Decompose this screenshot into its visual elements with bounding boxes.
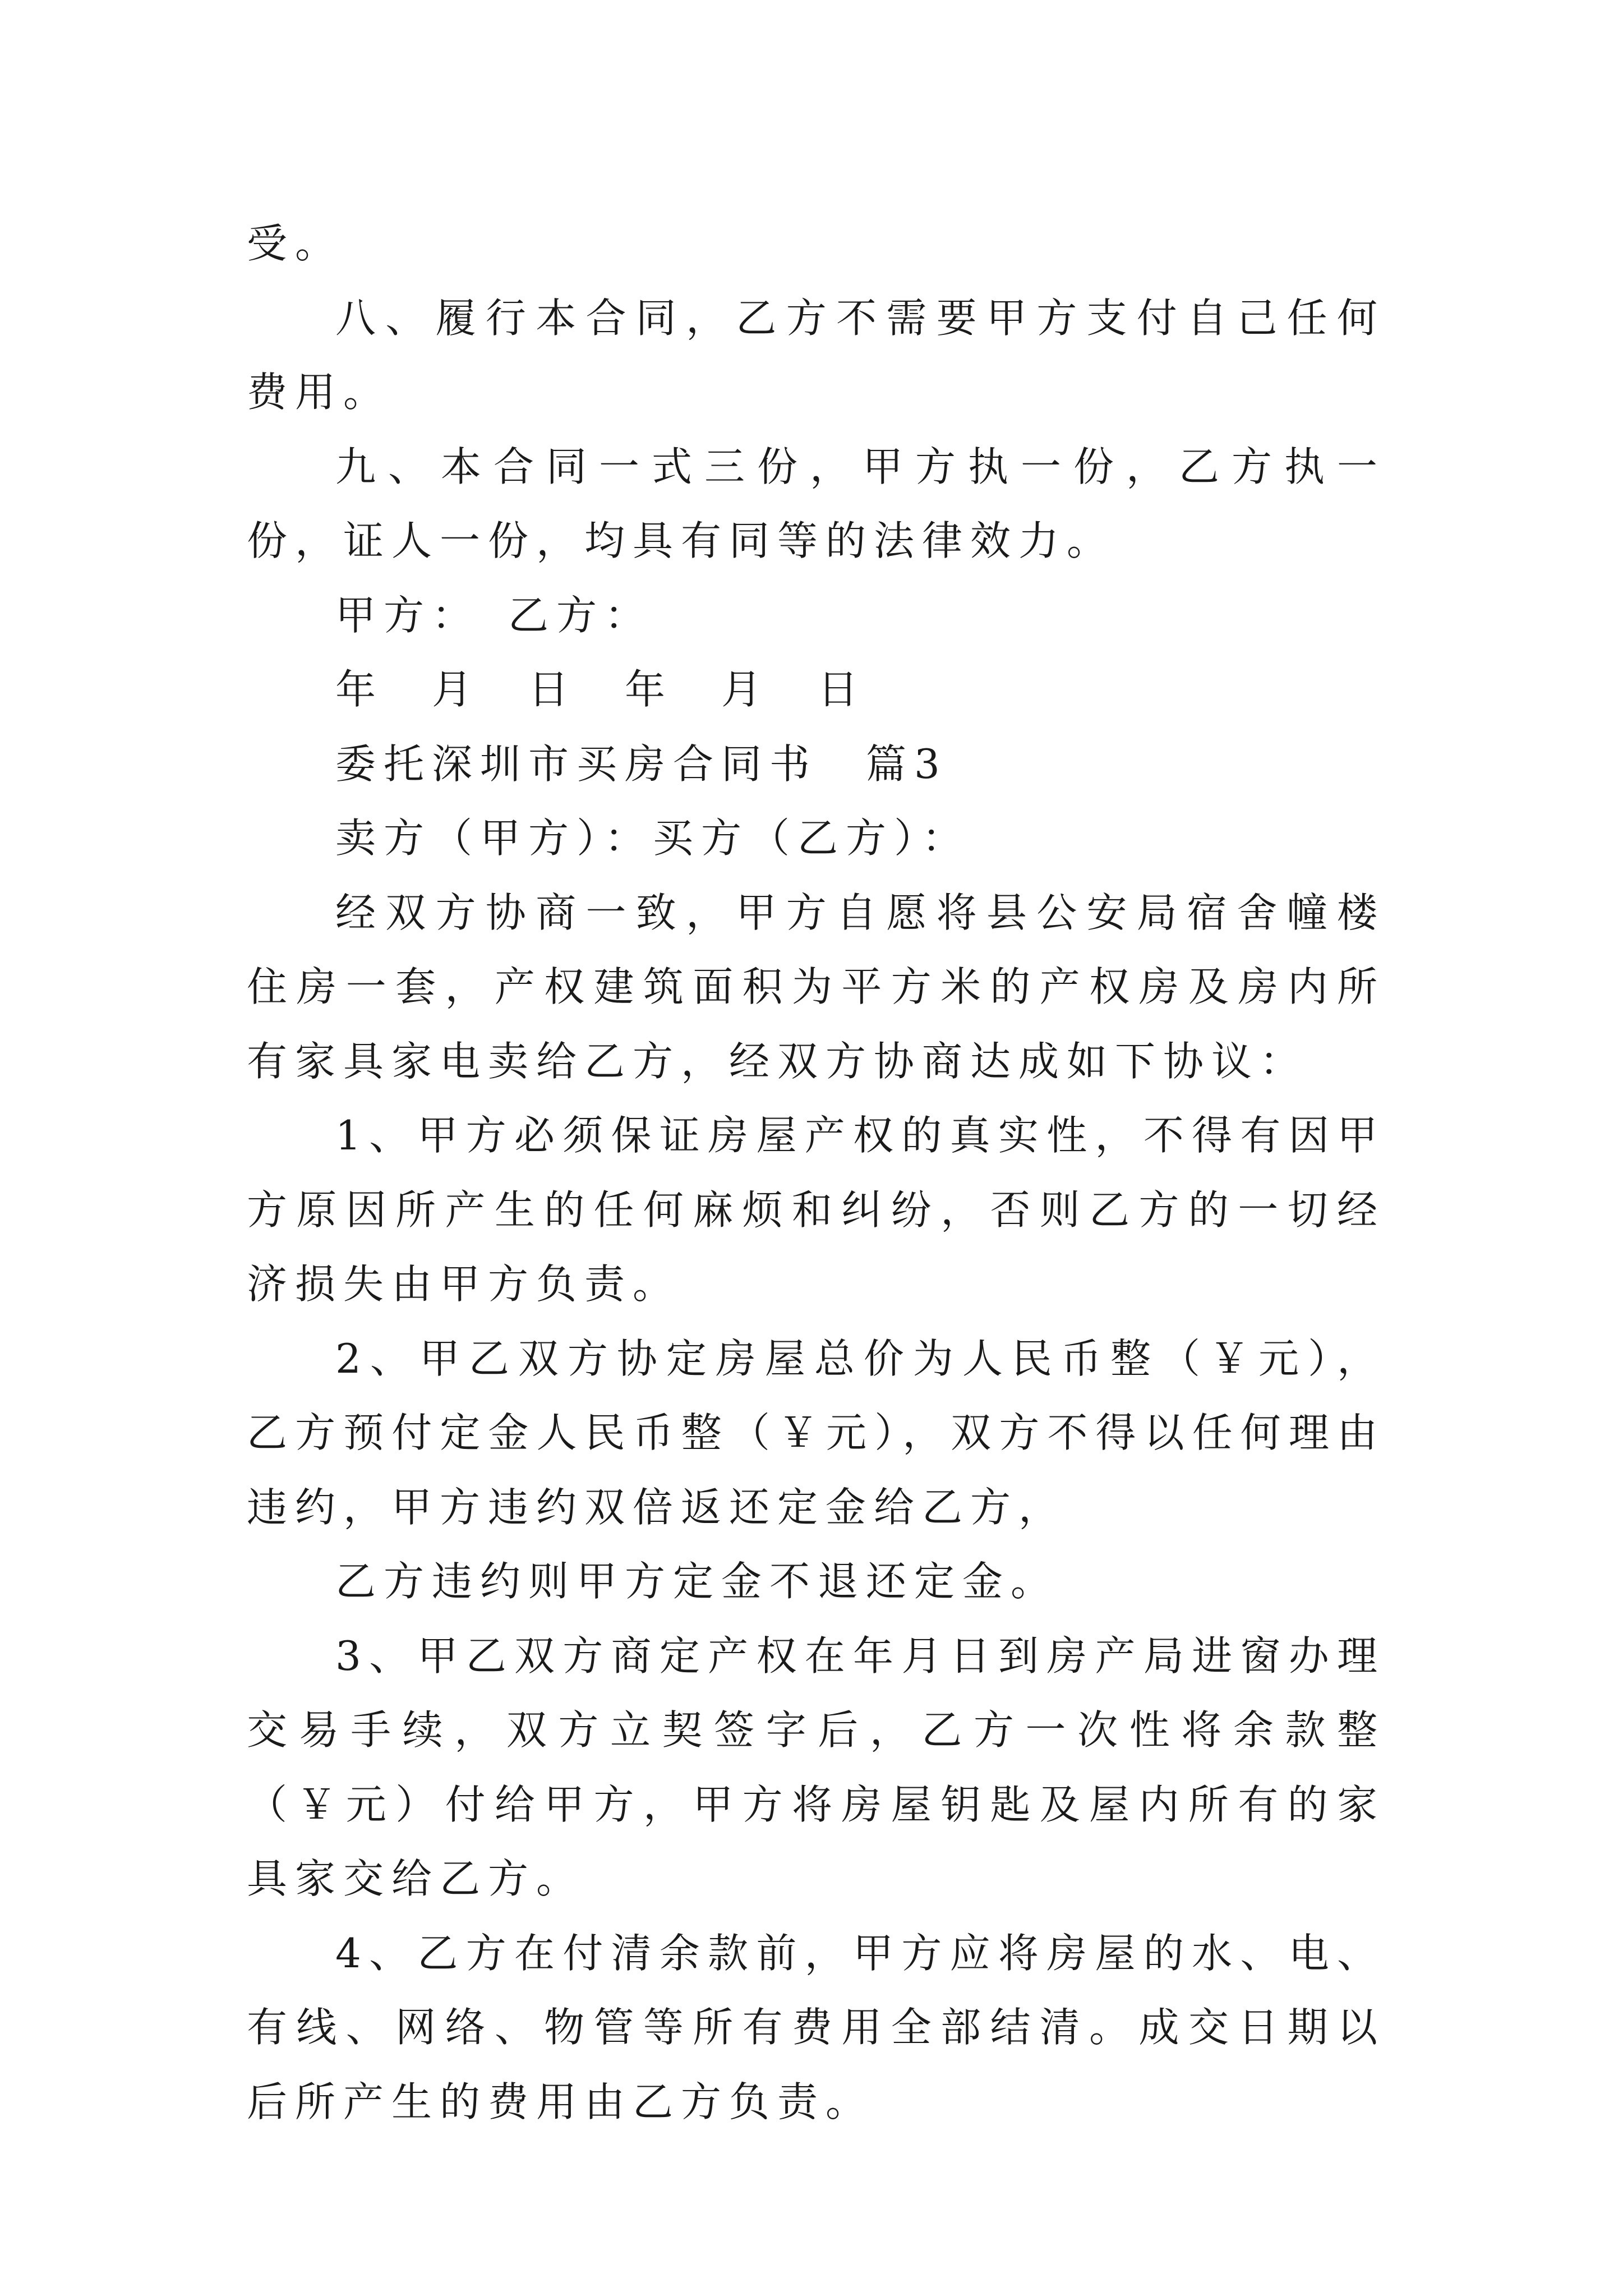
paragraph-intro: 经双方协商一致，甲方自愿将县公安局宿舍幢楼住房一套，产权建筑面积为平方米的产权房及房内所有家具家电卖给乙方，经双方协商达成如下协议： — [247, 889, 1385, 1085]
paragraph-item-8: 八、履行本合同，乙方不需要甲方支付自己任何费用。 — [247, 294, 1385, 416]
date-line: 年 月 日 年 月 日 — [335, 666, 866, 713]
section-title: 委托深圳市买房合同书 篇3 — [335, 740, 948, 788]
clause-2: 2、甲乙双方协定房屋总价为人民币整（￥元），乙方预付定金人民币整（￥元），双方不得以任何理由违约，甲方违约双倍返还定金给乙方， — [247, 1335, 1385, 1531]
clause-1: 1、甲方必须保证房屋产权的真实性，不得有因甲方原因所产生的任何麻烦和纠纷，否则乙方的一切经济损失由甲方负责。 — [247, 1112, 1385, 1308]
document-body — [247, 206, 1385, 2139]
clause-2-continuation: 乙方违约则甲方定金不退还定金。 — [335, 1558, 1059, 1605]
signature-line: 甲方： 乙方： — [335, 591, 653, 639]
clause-4: 4、乙方在付清余款前，甲方应将房屋的水、电、有线、网络、物管等所有费用全部结清。成交日期以后所产生的费用由乙方负责。 — [247, 1929, 1385, 2125]
paragraph-continuation: 受。 — [247, 220, 344, 267]
clause-3: 3、甲乙双方商定产权在年月日到房产局进窗办理交易手续，双方立契签字后，乙方一次性将余款整（￥元）付给甲方，甲方将房屋钥匙及屋内所有的家具家交给乙方。 — [247, 1632, 1385, 1902]
paragraph-item-9: 九、本合同一式三份，甲方执一份，乙方执一份，证人一份，均具有同等的法律效力。 — [247, 443, 1385, 564]
parties-line: 卖方（甲方）：买方（乙方）： — [335, 815, 971, 862]
